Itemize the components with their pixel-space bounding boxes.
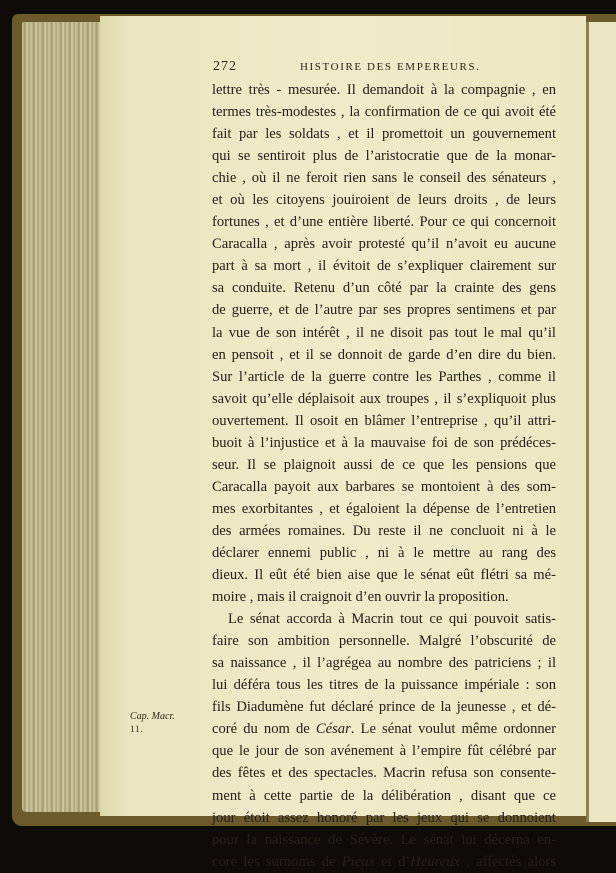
- text-run: . Le sénat voulut même ordonner: [350, 721, 556, 738]
- text-run: , affectés alors: [459, 853, 556, 870]
- text-line: que le jour de son avénement à l’empire fût célébré par: [212, 743, 556, 760]
- text-line: mes exorbitantes , et égaloient la dépense de l’entretien: [212, 500, 556, 517]
- paragraph-start-line: Le sénat accorda à Macrin tout ce qui pouvoit satis-: [228, 611, 556, 628]
- body-text: [212, 79, 556, 873]
- text-line: part à sa mort , il évitoit de s’expliquer clairement sur: [212, 258, 556, 275]
- text-line: pour la naissance de Sévère. Le sénat lui décerna en-: [212, 831, 556, 848]
- italic-surname-heureux: Heureux: [410, 853, 460, 870]
- facing-page-edge: [589, 22, 616, 822]
- text-line: des armées romaines. Du reste il ne concluoit ni à le: [212, 522, 556, 539]
- text-line: la vue de son intérêt , il ne disoit pas tout le mal qu’il: [212, 324, 556, 341]
- text-line: sa naissance , il l’agrégea au nombre des patriciens ; il: [212, 655, 556, 672]
- text-line: jour étoit assez honoré par les jeux qui se donnoient: [212, 809, 556, 826]
- text-line-final: [212, 851, 556, 873]
- text-line: en pensoit , et il se donnoit de garde d’en dire du bien.: [212, 346, 556, 363]
- italic-surname-pieux: Pieux: [341, 853, 375, 870]
- text-line: fortunes , et d’une entière liberté. Pour ce qui concernoit: [212, 214, 556, 231]
- text-line-cesar: [212, 718, 556, 740]
- text-line: lettre très - mesurée. Il demandoit à la compagnie , en: [212, 82, 556, 98]
- text-line: savoit qu’elle déplaisoit aux troupes , il s’expliquoit plus: [212, 390, 556, 407]
- text-line: seur. Il se plaignoit aussi de ce que les pensions que: [212, 456, 556, 473]
- text-line: sa conduite. Retenu d’un côté par la crainte des gens: [212, 280, 556, 297]
- marginal-source: Cap. Macr.: [130, 711, 175, 722]
- text-line: Caracalla payoit aux barbares se montoient à des som-: [212, 478, 556, 495]
- page-number: 272: [213, 59, 237, 74]
- text-line: termes très-modestes , la confirmation de ce qui avoit été: [212, 104, 556, 121]
- text-line: Sur l’article de la guerre contre les Parthes , comme il: [212, 368, 556, 385]
- text-line: Caracalla , après avoir protesté qu’il n’avoit eu aucune: [212, 236, 556, 253]
- text-line: chie , où il ne feroit rien sans le conseil des sénateurs ,: [212, 170, 556, 187]
- marginal-note: [130, 710, 175, 736]
- text-line: buoit à l’injustice et à la mauvaise foi de son prédéces-: [212, 434, 556, 451]
- text-line: déclarer ennemi public , ni à le mettre au rang des: [212, 544, 556, 561]
- marginal-chapter: 11.: [130, 724, 144, 734]
- text-line: des fêtes et des spectacles. Macrin refusa son consente-: [212, 765, 556, 782]
- running-title: HISTOIRE DES EMPEREURS.: [300, 61, 481, 73]
- text-line: qui se sentiroit plus de l’aristocratie que de la monar-: [212, 148, 556, 165]
- text-line: fils Diadumène fut déclaré prince de la jeunesse , et dé-: [212, 699, 556, 716]
- italic-name-cesar: César: [315, 721, 351, 738]
- text-line: et où les citoyens jouiroient de leurs droits , de leurs: [212, 192, 556, 209]
- text-line: dieux. Il eût été bien aise que le sénat eût flétri sa mé-: [212, 567, 556, 584]
- text-line: lui déféra tous les titres de la puissance impériale : son: [212, 677, 556, 694]
- text-run: core les surnoms de: [212, 853, 342, 870]
- text-line: ment à cette partie de la délibération , disant que ce: [212, 787, 556, 804]
- text-line: fait par les soldats , et il promettoit un gouvernement: [212, 126, 556, 143]
- running-header: [213, 58, 558, 80]
- text-line: faire son ambition personnelle. Malgré l’obscurité de: [212, 633, 556, 650]
- text-run: et d’: [374, 853, 411, 870]
- page-edges: [22, 22, 102, 812]
- text-run: coré du nom de: [212, 721, 316, 738]
- text-line: ouvertement. Il osoit en blâmer l’entreprise , qu’il attri-: [212, 412, 556, 429]
- text-line: moire , mais il craignoit d’en ouvrir la proposition.: [212, 589, 509, 606]
- text-line: de guerre, et de l’autre par ses propres sentimens et par: [212, 302, 556, 319]
